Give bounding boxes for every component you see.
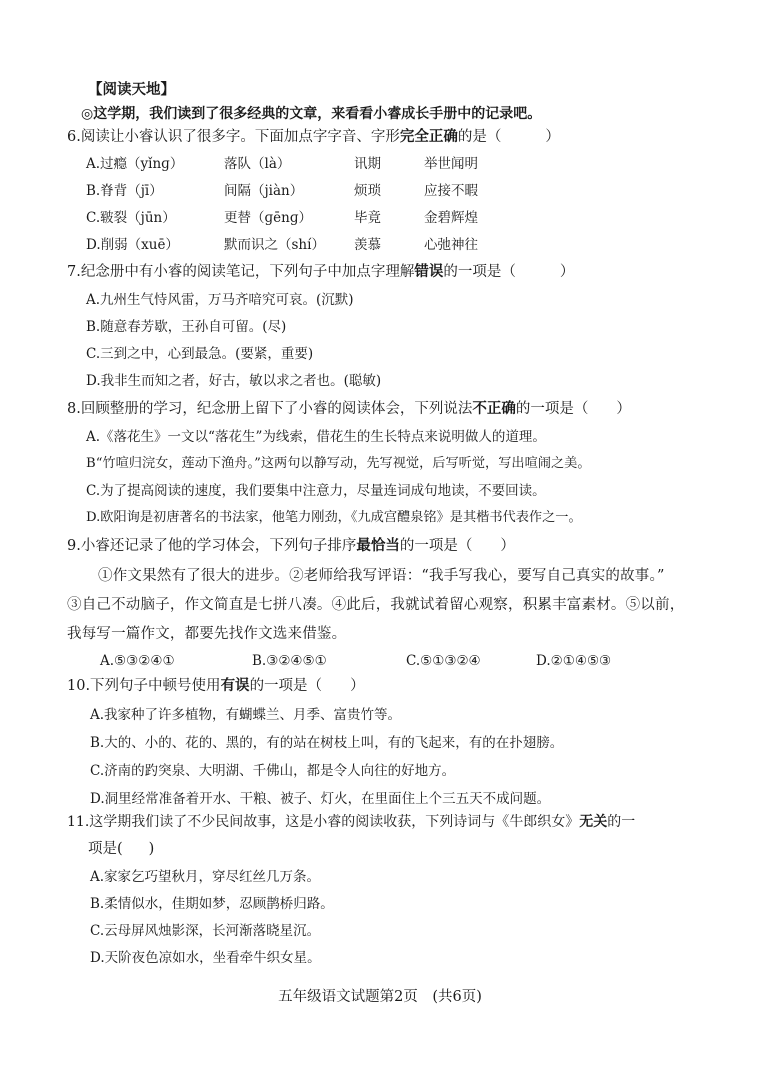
question-9-choice-c: C.⑤①③②④	[406, 653, 481, 669]
page-footer: 五年级语文试题第2页 (共6页)	[278, 989, 482, 1005]
question-11-option-a: A.家家乞巧望秋月，穿尽红丝几万条。	[90, 869, 321, 885]
question-10-stem: 10.下列句子中顿号使用有误的一项是（ ）	[67, 678, 365, 694]
question-6-row-a: A.过瘾（yǐnɡ） 落队（là） 讯期 举世闻明	[86, 156, 478, 172]
question-8-option-b: B“竹喧归浣女，莲动下渔舟。”这两句以静写动，先写视觉，后写听觉，写出喧闹之美。	[86, 456, 591, 471]
question-7-option-a: A.九州生气恃风雷，万马齐喑究可哀。(沉默)	[86, 292, 354, 308]
question-11-stem: 11.这学期我们读了不少民间故事，这是小睿的阅读收获，下列诗词与《牛郎织女》无关的一	[67, 814, 636, 830]
question-6-stem: 6.阅读让小睿认识了很多字。下面加点字字音、字形完全正确的是（ ）	[67, 129, 560, 145]
question-9-choice-d: D.②①④⑤③	[536, 653, 612, 669]
question-11-stem-line-2: 项是( )	[88, 841, 155, 857]
question-9-paragraph-line-2: ③自己不动脑子，作文简直是七拼八凑。④此后，我就试着留心观察，积累丰富素材。⑤以前，	[67, 597, 685, 613]
question-9-choices	[100, 651, 700, 671]
question-11-option-d: D.天阶夜色凉如水，坐看牵牛织女星。	[90, 950, 321, 966]
question-7-stem: 7.纪念册中有小睿的阅读笔记，下列句子中加点字理解错误的一项是（ ）	[67, 264, 575, 280]
question-7-option-c: C.三到之中，心到最急。(要紧，重要)	[86, 346, 314, 362]
question-11-option-c: C.云母屏风烛影深，长河渐落晓星沉。	[90, 923, 321, 939]
question-6-row-b: B.脊背（jī） 间隔（jiàn） 烦琐 应接不暇	[86, 183, 478, 199]
question-10-option-b: B.大的、小的、花的、黑的，有的站在树枝上叫，有的飞起来，有的在扑翅膀。	[90, 735, 564, 751]
question-8-option-c: C.为了提高阅读的速度，我们要集中注意力，尽量连词成句地读，不要回读。	[86, 483, 546, 499]
question-7-option-b: B.随意春芳歇，王孙自可留。(尽)	[86, 319, 287, 335]
question-9-choice-a: A.⑤③②④①	[100, 653, 175, 669]
question-10-option-a: A.我家种了许多植物，有蝴蝶兰、月季、富贵竹等。	[90, 707, 402, 723]
question-10-option-d: D.洞里经常准备着开水、干粮、被子、灯火，在里面住上个三五天不成问题。	[90, 791, 551, 807]
question-9-paragraph-line-1: ①作文果然有了很大的进步。②老师给我写评语：“我手写我心，要写自己真实的故事。”	[98, 568, 665, 584]
question-9-stem: 9.小睿还记录了他的学习体会，下列句子排序最恰当的一项是（ ）	[67, 538, 515, 554]
question-8-stem: 8.回顾整册的学习，纪念册上留下了小睿的阅读体会，下列说法不正确的一项是（ ）	[67, 401, 631, 417]
question-6-row-d: D.削弱（xuē） 默而识之（shí） 羡慕 心弛神往	[86, 237, 478, 253]
question-10-option-c: C.济南的趵突泉、大明湖、千佛山，都是令人向往的好地方。	[90, 763, 456, 779]
question-8-option-a: A.《落花生》一文以“落花生”为线索，借花生的生长特点来说明做人的道理。	[86, 429, 546, 445]
section-title: 【阅读天地】	[88, 82, 175, 98]
question-7-option-d: D.我非生而知之者，好古，敏以求之者也。(聪敏)	[86, 373, 382, 389]
question-6-row-c: C.皲裂（jūn） 更替（ɡēnɡ） 毕竟 金碧辉煌	[86, 210, 478, 226]
question-11-option-b: B.柔情似水，佳期如梦，忍顾鹊桥归路。	[90, 896, 334, 912]
question-8-option-d: D.欧阳询是初唐著名的书法家，他笔力刚劲，《九成宫醴泉铭》是其楷书代表作之一。	[86, 510, 582, 525]
section-intro: ◎这学期，我们读到了很多经典的文章，来看看小睿成长手册中的记录吧。	[81, 106, 542, 122]
question-9-choice-b: B.③②④⑤①	[252, 653, 327, 669]
question-9-paragraph-line-3: 我每写一篇作文，都要先找作文选来借鉴。	[67, 626, 347, 642]
